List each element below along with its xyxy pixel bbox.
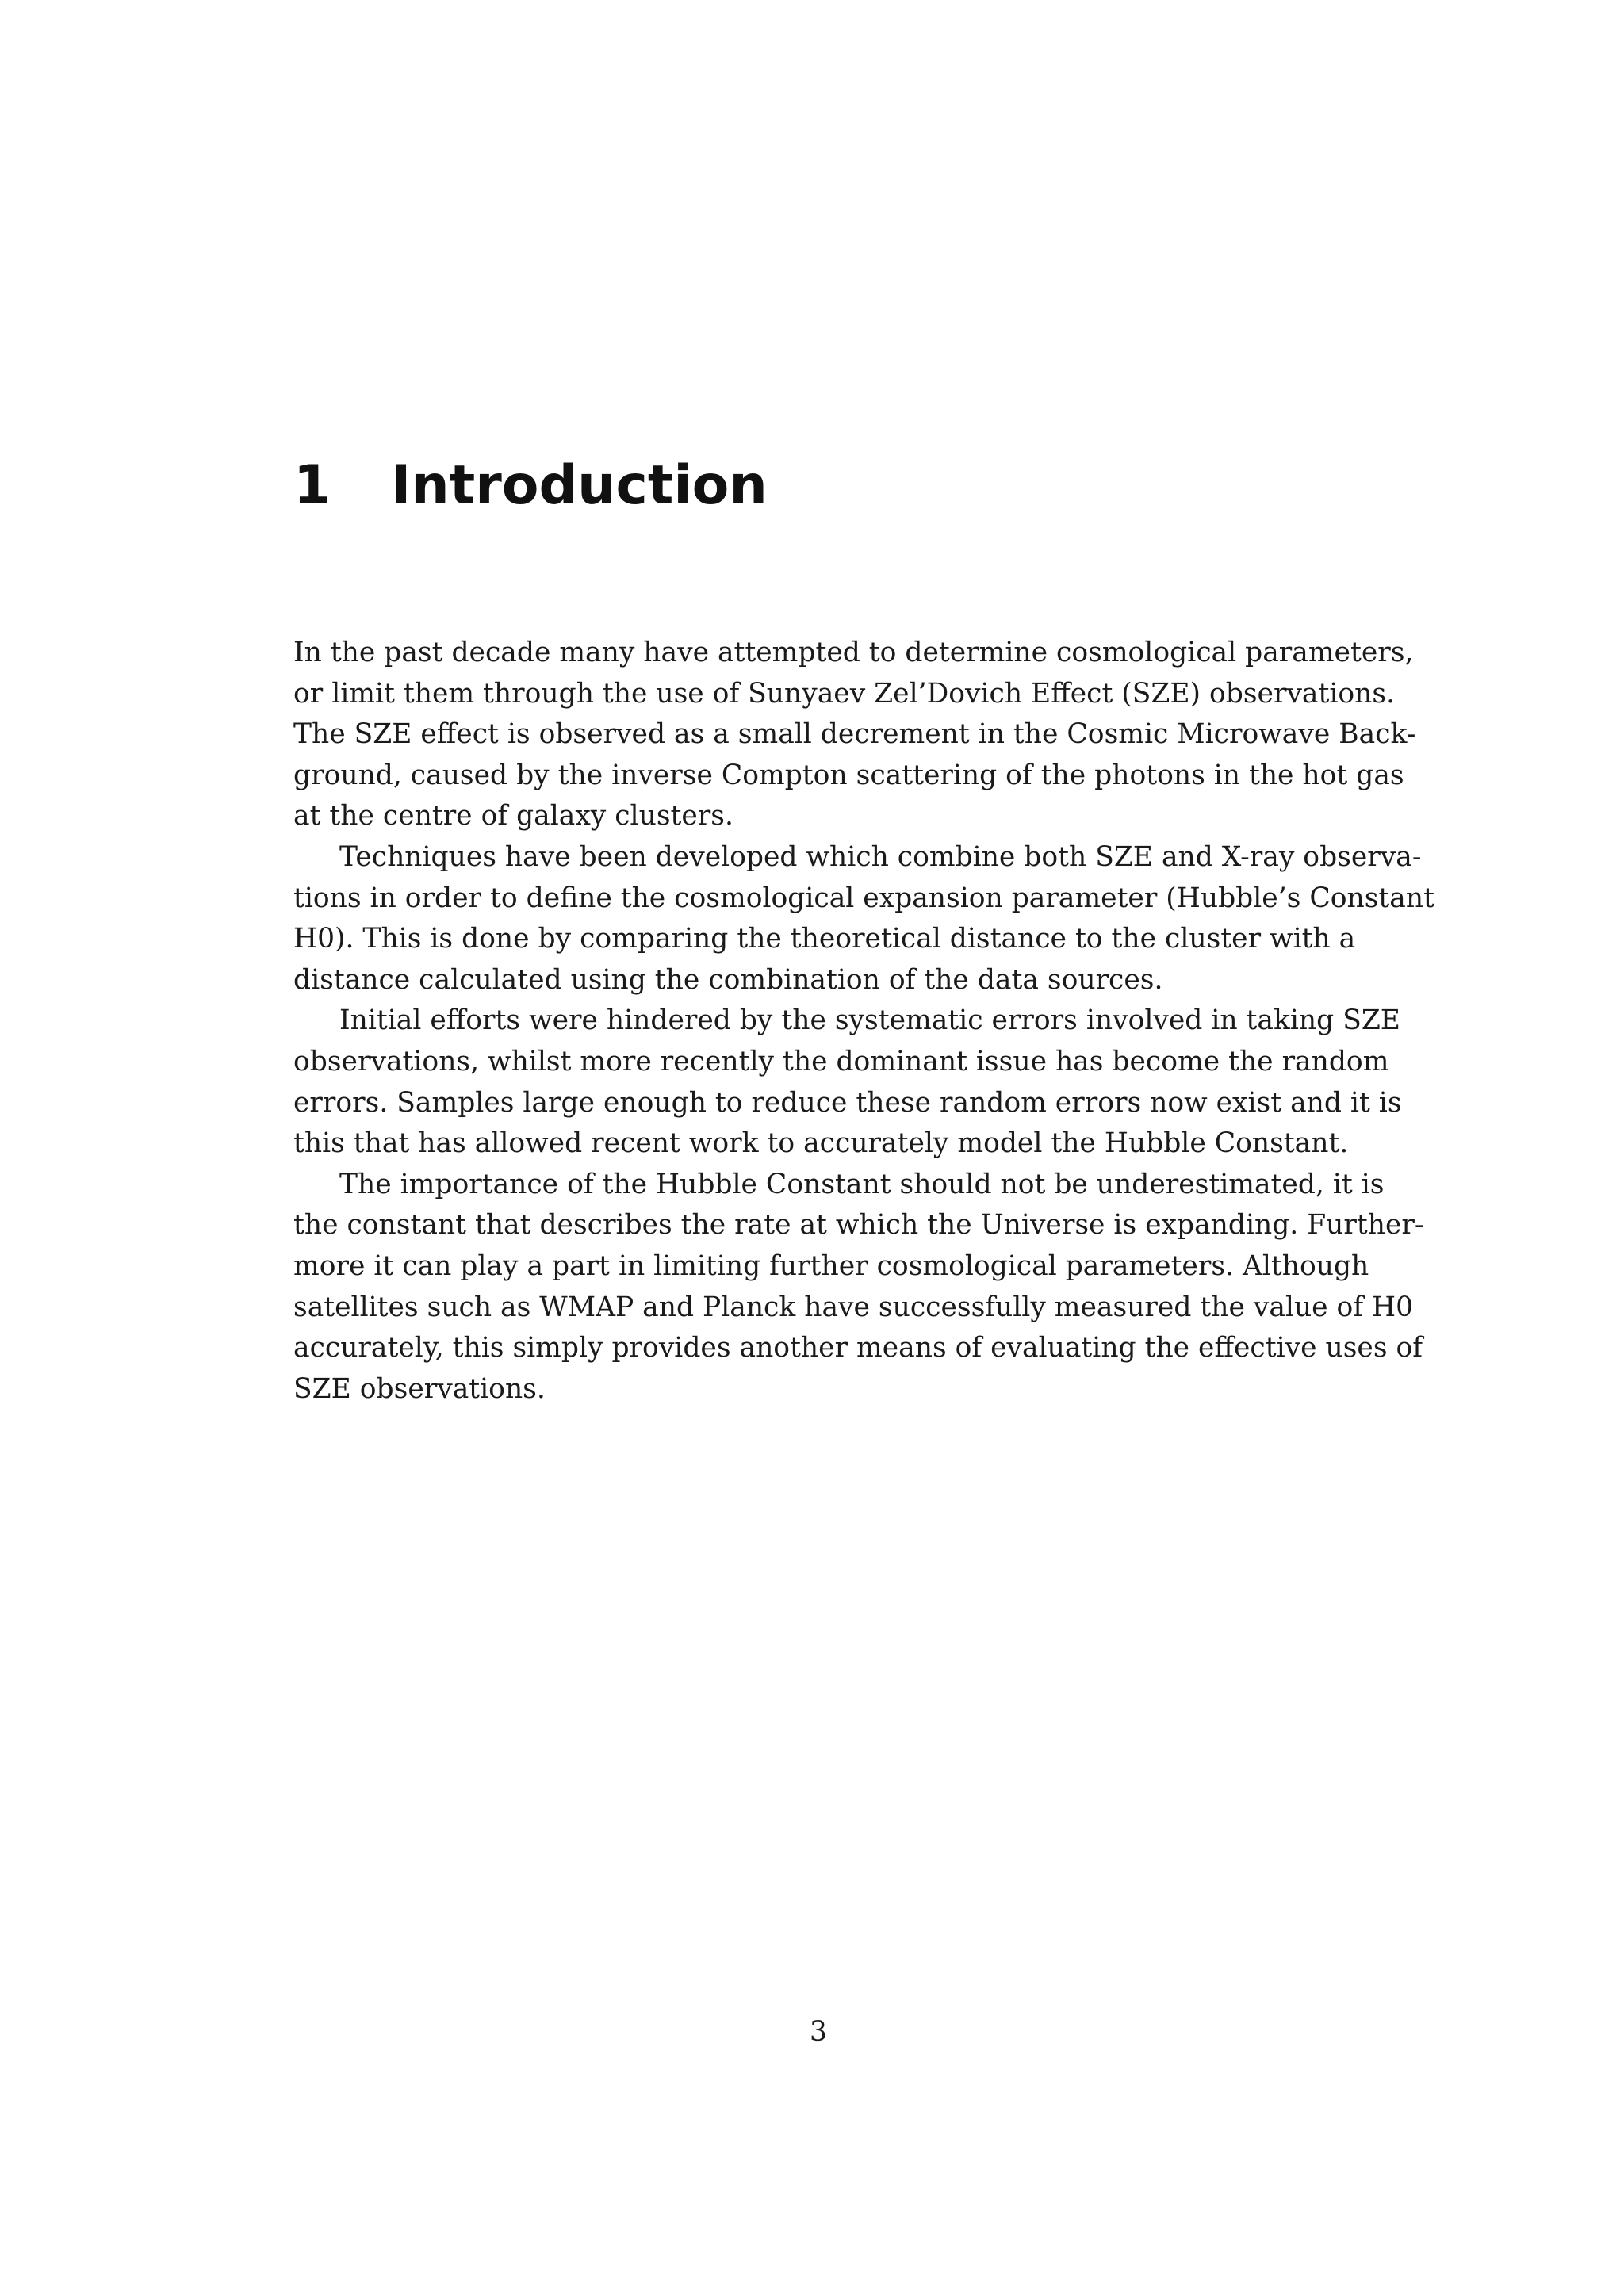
paragraph — [293, 837, 1434, 1001]
text-line: Techniques have been developed which combine both SZE and X-ray observa- — [339, 840, 1422, 873]
text-line: more it can play a part in limiting further cosmological parameters. Although — [293, 1249, 1369, 1282]
text-line: at the centre of galaxy clusters. — [293, 800, 733, 832]
paragraph — [293, 1001, 1402, 1164]
paragraph — [293, 633, 1416, 837]
text-line: The importance of the Hubble Constant should not be underestimated, it is — [339, 1168, 1385, 1200]
section-number: 1 — [293, 454, 331, 517]
text-line: accurately, this simply provides another means of evaluating the effective uses of — [293, 1332, 1423, 1364]
text-line: Initial efforts were hindered by the systematic errors involved in taking SZE — [339, 1004, 1400, 1037]
text-line: errors. Samples large enough to reduce these random errors now exist and it is — [293, 1086, 1402, 1119]
text-line: satellites such as WMAP and Planck have successfully measured the value of H0 — [293, 1291, 1414, 1323]
text-line: distance calculated using the combination of the data sources. — [293, 963, 1163, 996]
text-line: In the past decade many have attempted to determine cosmological parameters, — [293, 637, 1414, 668]
text-line: ground, caused by the inverse Compton scattering of the photons in the hot gas — [293, 759, 1404, 791]
text-line: the constant that describes the rate at which the Universe is expanding. Further- — [293, 1209, 1424, 1242]
text-line: tions in order to define the cosmological expansion parameter (Hubble’s Constant — [293, 882, 1434, 914]
text-line: H0). This is done by comparing the theoretical distance to the cluster with a — [293, 923, 1356, 955]
body-text — [293, 633, 1434, 1410]
text-line: observations, whilst more recently the dominant issue has become the random — [293, 1045, 1389, 1077]
text-line: or limit them through the use of Sunyaev Zel’Dovich Effect (SZE) observations. — [293, 677, 1396, 710]
text-line: SZE observations. — [293, 1372, 546, 1405]
section-title: Introduction — [391, 454, 768, 517]
text-line: this that has allowed recent work to accurately model the Hubble Constant. — [293, 1127, 1349, 1160]
paragraph — [293, 1165, 1424, 1410]
page-number: 3 — [810, 2016, 827, 2048]
text-line: The SZE effect is observed as a small decrement in the Cosmic Microwave Back- — [293, 718, 1416, 751]
section-heading — [293, 450, 768, 522]
